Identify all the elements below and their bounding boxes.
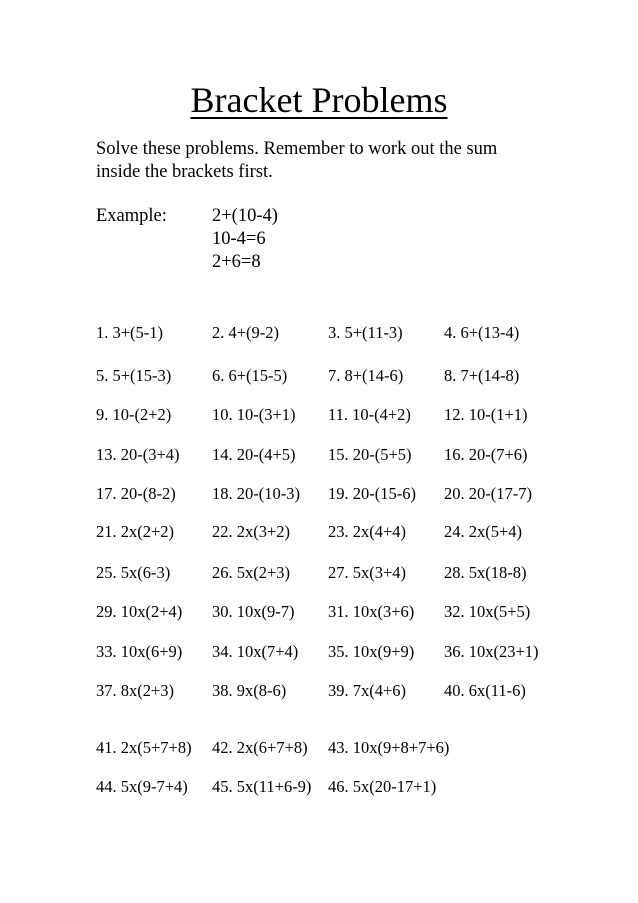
example-label: Example: — [96, 206, 167, 226]
problem-item: 5. 5+(15-3) — [96, 366, 172, 385]
problem-item: 13. 20-(3+4) — [96, 445, 180, 464]
problem-item: 33. 10x(6+9) — [96, 642, 183, 661]
problem-item: 4. 6+(13-4) — [444, 323, 520, 342]
problem-item: 10. 10-(3+1) — [212, 405, 296, 424]
problem-item: 12. 10-(1+1) — [444, 405, 528, 424]
problem-item: 42. 2x(6+7+8) — [212, 738, 308, 757]
problem-item: 46. 5x(20-17+1) — [328, 777, 437, 796]
page-title: Bracket Problems — [190, 80, 448, 120]
problem-item: 7. 8+(14-6) — [328, 366, 404, 385]
problem-item: 17. 20-(8-2) — [96, 484, 176, 503]
problem-item: 31. 10x(3+6) — [328, 602, 415, 621]
problem-item: 2. 4+(9-2) — [212, 323, 280, 342]
problem-item: 38. 9x(8-6) — [212, 681, 287, 700]
problem-item: 37. 8x(2+3) — [96, 681, 175, 700]
problem-item: 16. 20-(7+6) — [444, 445, 528, 464]
problem-item: 8. 7+(14-8) — [444, 366, 520, 385]
example-line: 2+(10-4) — [212, 206, 278, 226]
problem-item: 3. 5+(11-3) — [328, 323, 403, 342]
problem-item: 30. 10x(9-7) — [212, 602, 295, 621]
problem-item: 36. 10x(23+1) — [444, 642, 539, 661]
example-steps — [212, 205, 278, 274]
problem-item: 43. 10x(9+8+7+6) — [328, 738, 450, 757]
problem-item: 32. 10x(5+5) — [444, 602, 531, 621]
problem-item: 24. 2x(5+4) — [444, 522, 523, 541]
problem-item: 11. 10-(4+2) — [328, 405, 411, 424]
problem-item: 1. 3+(5-1) — [96, 323, 164, 342]
problem-item: 21. 2x(2+2) — [96, 522, 175, 541]
problem-item: 28. 5x(18-8) — [444, 563, 527, 582]
problem-item: 14. 20-(4+5) — [212, 445, 296, 464]
problem-item: 9. 10-(2+2) — [96, 405, 172, 424]
problem-item: 23. 2x(4+4) — [328, 522, 407, 541]
problem-item: 6. 6+(15-5) — [212, 366, 288, 385]
problem-item: 41. 2x(5+7+8) — [96, 738, 192, 757]
problem-item: 27. 5x(3+4) — [328, 563, 407, 582]
problem-item: 39. 7x(4+6) — [328, 681, 407, 700]
example-line: 2+6=8 — [212, 252, 261, 272]
problem-item: 18. 20-(10-3) — [212, 484, 300, 503]
problem-item: 19. 20-(15-6) — [328, 484, 416, 503]
problem-item: 29. 10x(2+4) — [96, 602, 183, 621]
problem-item: 35. 10x(9+9) — [328, 642, 415, 661]
problem-item: 34. 10x(7+4) — [212, 642, 299, 661]
instructions-text: Solve these problems. Remember to work out the sum inside the brackets first. — [96, 139, 498, 182]
problem-item: 26. 5x(2+3) — [212, 563, 291, 582]
problem-item: 22. 2x(3+2) — [212, 522, 291, 541]
problem-item: 40. 6x(11-6) — [444, 681, 526, 700]
example-line: 10-4=6 — [212, 229, 266, 249]
problem-item: 44. 5x(9-7+4) — [96, 777, 188, 796]
problem-item: 45. 5x(11+6-9) — [212, 777, 312, 796]
problem-item: 25. 5x(6-3) — [96, 563, 171, 582]
problem-item: 20. 20-(17-7) — [444, 484, 532, 503]
problem-item: 15. 20-(5+5) — [328, 445, 412, 464]
